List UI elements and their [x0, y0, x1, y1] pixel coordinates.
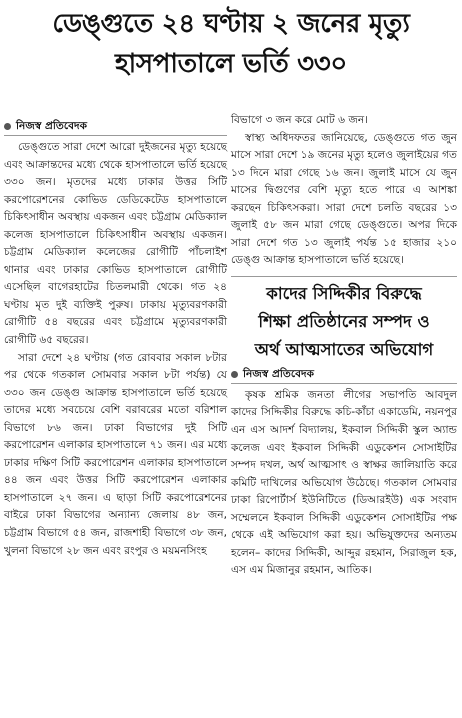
paragraph: স্বাস্থ্য অধিদফতর জানিয়েছে, ডেঙ্গুতে গত জুন মাসে সারা দেশে ১৯ জনের মৃত্যু হলেও জুলাইয়ের গত ১৩ দিনে মারা গেছে ১৬ জন। জুলাই মাসে যে জুন মাসের দ্বিগুণের বেশি মৃত্যু হতে পারে এ আশঙ্কা করছেন চিকিৎসকরা। সারা দেশে চলতি বছরের ১৩ জুলাই ৫৮ জন মারা গেছে ডেঙ্গুতে। অপর দিকে সারা দেশে গত ১৩ জুলাই পর্যন্ত ১৫ হাজার ২১০ ডেঙ্গু আক্রান্ত হাসপাতালে ভর্তি হয়েছে।	[231, 131, 457, 267]
byline-text: নিজস্ব প্রতিবেদক	[16, 119, 87, 132]
byline-text: নিজস্ব প্রতিবেদক	[243, 367, 314, 380]
byline	[4, 118, 227, 136]
paragraph: কৃষক শ্রমিক জনতা লীগের সভাপতি আবদুল কাদের সিদ্দিকীর বিরুদ্ধে কচি-কাঁচা একাডেমি, নয়নপুর এন এস আদর্শ বিদ্যালয়, ইকবাল সিদ্দিকী স্কুল অ্যান্ড কলেজ এবং ইকবাল সিদ্দিকী এডুকেশন সোসাইটির সম্পদ দখল, অর্থ আত্মসাৎ ও স্বাক্ষর জালিয়াতি করে কমিটি দাখিলের অভিযোগ উঠেছে। গতকাল সোমবার ঢাকা রিপোর্টার্স ইউনিটিতে (ডিআরইউ) এক সংবাদ সম্মেলনে ইকবাল সিদ্দিকী এডুকেশন সোসাইটির পক্ষ থেকে এই অভিযোগ করা হয়। অভিযুক্তদের অন্যতম হলেন– কাদের সিদ্দিকী, আব্দুর রহমান, সিরাজুল হক, এস এম মিজানুর রহমান, আতিক।	[231, 388, 457, 577]
byline	[231, 366, 457, 384]
article-2-headline-line-3: অর্থ আত্মসাতের অভিযোগ	[254, 339, 434, 359]
bullet-icon	[231, 371, 238, 378]
article-2-headline	[231, 276, 457, 364]
headline	[0, 4, 462, 84]
right-column	[231, 112, 457, 580]
paragraph: ডেঙ্গুতে সারা দেশে আরো দুইজনের মৃত্যু হয়েছে এবং আক্রান্তদের মধ্যে থেকে হাসপাতালে ভর্তি হয়েছে ৩৩০ জন। মৃতদের মধ্যে ঢাকার উত্তর সিটি করপোরেশনের কোভিড ডেডিকেটেড হাসপাতালে চিকিৎসাধীন অবস্থায় একজন এবং চট্টগ্রাম মেডিক্যাল কলেজ হাসপাতালে চিকিৎসাধীন অবস্থায় একজন। চট্টগ্রাম মেডিক্যাল কলেজের রোগীটি পাঁচলাইশ থানার এবং ঢাকার কোভিড হাসপাতালে রোগীটি এসেছিল বাগেরহাটের চিতলমারী থেকে। গত ২৪ ঘণ্টায় মৃত দুই ব্যক্তিই পুরুষ। ঢাকায় মৃত্যুবরণকারী রোগীটি ৫৪ বছরের এবং চট্টগ্রামে মৃত্যুবরণকারী রোগীটি ৬৫ বছরের।	[4, 141, 227, 347]
paragraph: বিভাগে ৩ জন করে মোট ৬ জন।	[231, 114, 368, 126]
headline-line-2: হাসপাতালে ভর্তি ৩৩০	[115, 49, 347, 79]
headline-line-1: ডেঙ্গুতে ২৪ ঘণ্টায় ২ জনের মৃত্যু	[52, 9, 410, 39]
article-2-headline-line-1: কাদের সিদ্দিকীর বিরুদ্ধে	[266, 283, 422, 303]
article-dengue-left-column	[4, 118, 227, 560]
article-2-headline-line-2: শিক্ষা প্রতিষ্ঠানের সম্পদ ও	[258, 311, 430, 331]
paragraph: সারা দেশে ২৪ ঘণ্টায় (গত রোববার সকাল ৮টার পর থেকে গতকাল সোমবার সকাল ৮টা পর্যন্ত) যে ৩৩০ জন ডেঙ্গু আক্রান্ত হাসপাতালে ভর্তি হয়েছে তাদের মধ্যে সবচেয়ে বেশি বরাবরের মতো বরিশাল বিভাগে ৮৬ জন। ঢাকা বিভাগের দুই সিটি করপোরেশন এলাকার হাসপাতালে ৭১ জন। এর মধ্যে ঢাকার দক্ষিণ সিটি করপোরেশন এলাকার হাসপাতালে ৪৪ জন এবং উত্তর সিটি করপোরেশন এলাকার হাসপাতালে ২৭ জন। এ ছাড়া সিটি করপোরেশনের বাইরে ঢাকা বিভাগের অন্যান্য জেলায় ৪৮ জন, চট্টগ্রাম বিভাগে ৫৪ জন, রাজশাহী বিভাগে ৩৮ জন, খুলনা বিভাগে ২৮ জন এবং রংপুর ও ময়মনসিংহ	[4, 351, 227, 557]
bullet-icon	[4, 123, 11, 130]
